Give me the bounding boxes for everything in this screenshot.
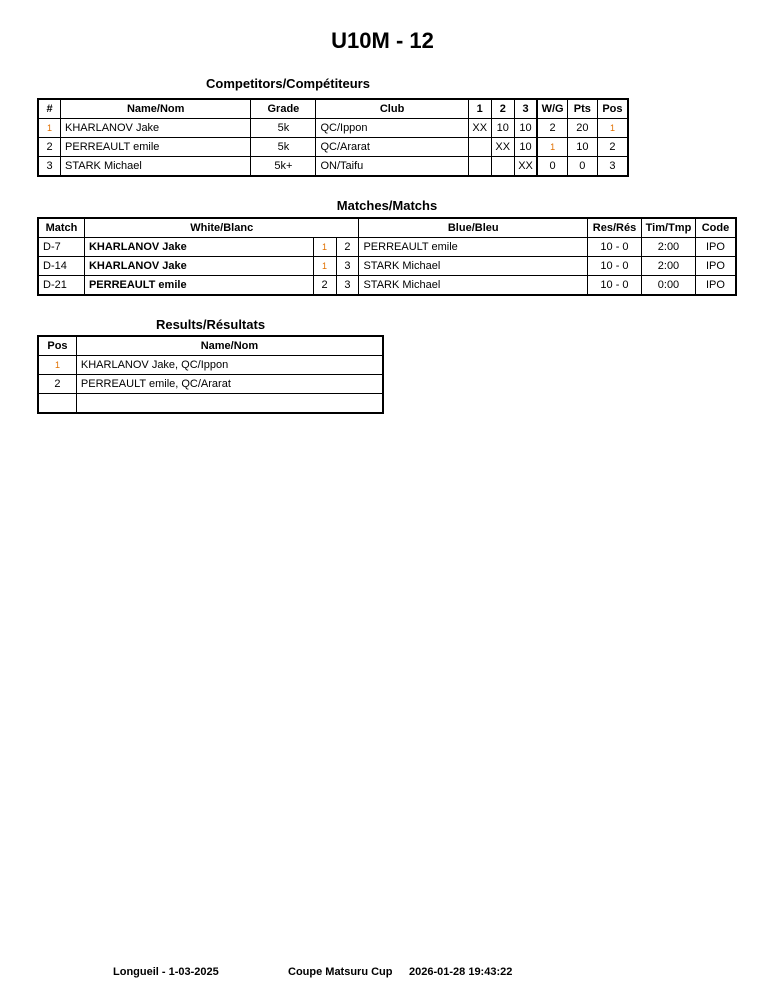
competitor-pos: 3 [597,157,627,176]
match-time: 0:00 [641,276,695,295]
match-time: 2:00 [641,257,695,276]
competitor-r2: 10 [491,119,514,138]
footer-printed: 2026-01-28 19:43:22 [409,966,513,978]
col-r3-header: 3 [514,100,537,119]
competitor-r2: XX [491,138,514,157]
matches-heading: Matches/Matchs [336,198,438,213]
match-blue: PERREAULT emile [359,238,588,257]
match-white-num: 1 [313,257,336,276]
competitor-r2 [491,157,514,176]
match-blue: STARK Michael [359,257,588,276]
col-r2-header: 2 [491,100,514,119]
footer-event: Coupe Matsuru Cup [288,966,393,978]
table-row [39,157,628,176]
competitor-grade: 5k [251,119,316,138]
table-row [39,356,383,375]
competitor-name: STARK Michael [61,157,251,176]
col-time-header: Tim/Tmp [641,219,695,238]
competitor-wg: 0 [537,157,567,176]
page-title: U10M - 12 [331,28,434,53]
competitor-grade: 5k [251,138,316,157]
col-club-header: Club [316,100,468,119]
competitor-r3: 10 [514,119,537,138]
col-r1-header: 1 [468,100,491,119]
table-row [39,119,628,138]
match-white-num: 1 [313,238,336,257]
result-pos [39,394,77,413]
match-result: 10 - 0 [588,257,642,276]
match-code: IPO [695,238,735,257]
match-blue-num: 2 [336,238,359,257]
table-row [39,257,736,276]
match-white: KHARLANOV Jake [84,238,313,257]
col-white-header: White/Blanc [84,219,358,238]
competitor-club: QC/Ararat [316,138,468,157]
match-result: 10 - 0 [588,276,642,295]
table-row [39,138,628,157]
competitor-num: 3 [39,157,61,176]
col-res-header: Res/Rés [588,219,642,238]
competitor-club: QC/Ippon [316,119,468,138]
col-match-header: Match [39,219,85,238]
competitor-r1: XX [468,119,491,138]
match-id: D-21 [39,276,85,295]
result-name [76,394,382,413]
table-row [39,394,383,413]
footer-location-date: Longueil - 1-03-2025 [113,966,219,978]
match-white-num: 2 [313,276,336,295]
result-pos: 1 [39,356,77,375]
match-id: D-7 [39,238,85,257]
competitor-num: 1 [39,119,61,138]
match-code: IPO [695,276,735,295]
col-name-header: Name/Nom [61,100,251,119]
match-blue-num: 3 [336,276,359,295]
competitor-pts: 20 [567,119,597,138]
col-pos-header: Pos [597,100,627,119]
competitor-r3: 10 [514,138,537,157]
col-blue-header: Blue/Bleu [359,219,588,238]
competitor-pts: 10 [567,138,597,157]
competitor-wg: 1 [537,138,567,157]
competitor-pts: 0 [567,157,597,176]
col-name-header: Name/Nom [76,337,382,356]
match-id: D-14 [39,257,85,276]
competitors-header-row [39,100,628,119]
competitors-table [38,99,628,176]
table-row [39,375,383,394]
table-row [39,238,736,257]
results-header-row [39,337,383,356]
competitor-grade: 5k+ [251,157,316,176]
results-table [38,336,383,413]
competitor-r1 [468,157,491,176]
matches-header-row [39,219,736,238]
match-blue: STARK Michael [359,276,588,295]
matches-table [38,218,736,295]
table-row [39,276,736,295]
match-white: PERREAULT emile [84,276,313,295]
competitor-pos: 1 [597,119,627,138]
competitor-club: ON/Taifu [316,157,468,176]
match-white: KHARLANOV Jake [84,257,313,276]
competitor-pos: 2 [597,138,627,157]
competitor-name: PERREAULT emile [61,138,251,157]
result-pos: 2 [39,375,77,394]
col-pos-header: Pos [39,337,77,356]
competitor-wg: 2 [537,119,567,138]
col-code-header: Code [695,219,735,238]
competitor-name: KHARLANOV Jake [61,119,251,138]
result-name: PERREAULT emile, QC/Ararat [76,375,382,394]
col-grade-header: Grade [251,100,316,119]
competitor-r3: XX [514,157,537,176]
match-code: IPO [695,257,735,276]
col-num-header: # [39,100,61,119]
col-wg-header: W/G [537,100,567,119]
competitors-heading: Competitors/Compétiteurs [206,76,370,91]
match-time: 2:00 [641,238,695,257]
competitor-r1 [468,138,491,157]
result-name: KHARLANOV Jake, QC/Ippon [76,356,382,375]
col-pts-header: Pts [567,100,597,119]
match-blue-num: 3 [336,257,359,276]
competitor-num: 2 [39,138,61,157]
results-heading: Results/Résultats [155,317,266,332]
match-result: 10 - 0 [588,238,642,257]
